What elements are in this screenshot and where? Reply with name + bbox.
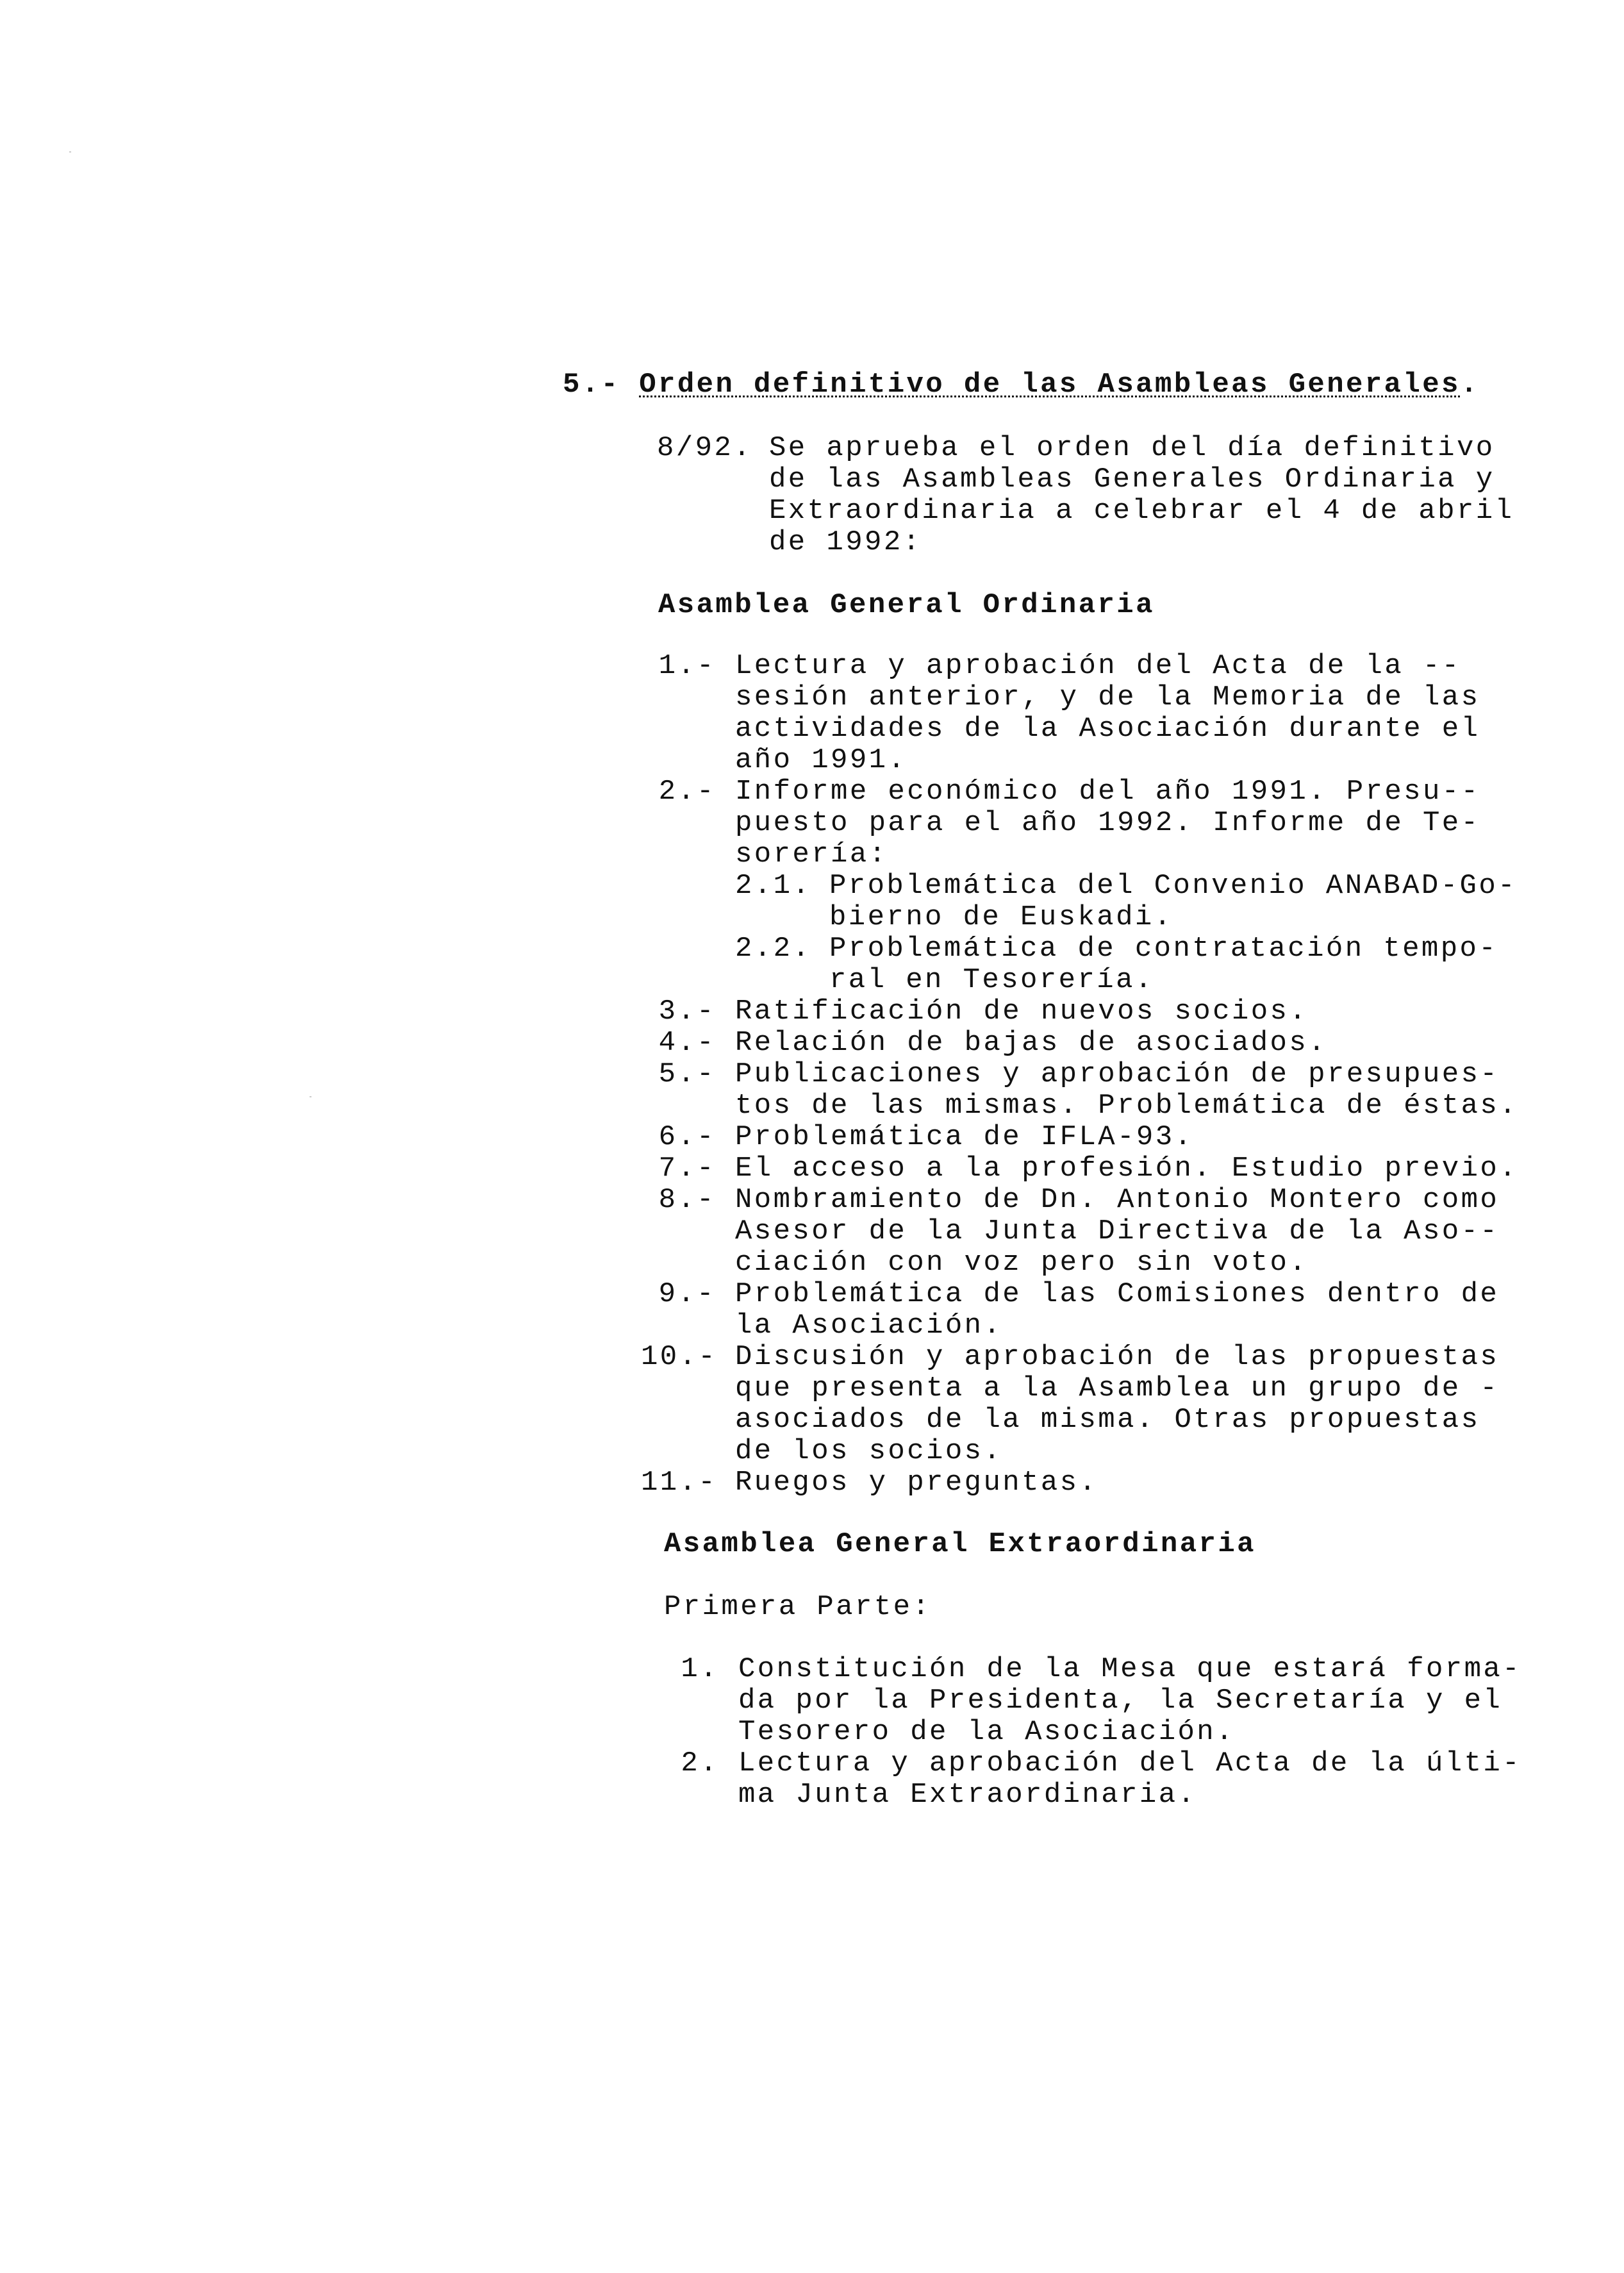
resolution <box>657 433 1514 558</box>
agenda-item <box>641 1059 1518 1122</box>
text-line: Problemática de contratación tempo- <box>829 933 1498 965</box>
section-heading <box>563 369 1480 401</box>
item-text <box>735 1185 1499 1279</box>
text-line: Extraordinaria a celebrar el 4 de abril <box>769 495 1514 527</box>
item-number: 8.- <box>658 1184 716 1216</box>
agenda-subitem <box>735 933 1517 996</box>
section-number: 5.- <box>563 369 620 401</box>
subitem-text <box>829 870 1517 933</box>
agenda-item-row <box>641 996 1518 1028</box>
text-line: de las Asambleas Generales Ordinaria y <box>769 463 1495 495</box>
text-line: Ruegos y preguntas. <box>735 1467 1098 1499</box>
item-number: 11.- <box>641 1467 718 1499</box>
item-text <box>735 1342 1499 1467</box>
extraordinaria-agenda-list <box>667 1654 1521 1811</box>
text-line: ma Junta Extraordinaria. <box>738 1779 1197 1811</box>
item-number: 3.- <box>658 995 716 1028</box>
item-number: 7.- <box>658 1153 716 1185</box>
item-number: 6.- <box>658 1121 716 1153</box>
agenda-item-row <box>641 1028 1518 1059</box>
item-text <box>738 1654 1521 1748</box>
text-line: la Asociación. <box>735 1310 1003 1342</box>
text-line: Problemática del Convenio ANABAD-Go- <box>829 870 1517 902</box>
agenda-item-row <box>641 1059 1518 1122</box>
text-line: Constitución de la Mesa que estará forma- <box>738 1653 1521 1685</box>
agenda-item-row <box>641 1122 1518 1153</box>
agenda-item <box>641 651 1518 776</box>
extraordinaria-heading: Asamblea General Extraordinaria <box>664 1528 1256 1560</box>
agenda-item-row <box>641 776 1518 996</box>
agenda-item-row <box>641 1279 1518 1342</box>
text-line: puesto para el año 1992. Informe de Te- <box>735 807 1480 839</box>
text-line: sesión anterior, y de la Memoria de las <box>735 681 1480 713</box>
text-line: Informe económico del año 1991. Presu-- <box>735 776 1480 808</box>
item-number: 2. <box>681 1747 719 1779</box>
agenda-item-row <box>641 1467 1518 1499</box>
item-text <box>735 1153 1518 1185</box>
item-text <box>735 1279 1499 1342</box>
section-title: Orden definitivo de las Asambleas Generales <box>639 369 1461 401</box>
agenda-item <box>641 1153 1518 1185</box>
item-number: 10.- <box>641 1341 718 1373</box>
agenda-item <box>641 1342 1518 1467</box>
text-line: que presenta a la Asamblea un grupo de - <box>735 1372 1500 1404</box>
agenda-item-row <box>641 1342 1518 1467</box>
text-line: Problemática de IFLA-93. <box>735 1121 1194 1153</box>
agenda-item-row <box>667 1748 1521 1811</box>
text-line: Se aprueba el orden del día definitivo <box>769 432 1495 464</box>
agenda-item <box>667 1654 1521 1748</box>
item-number: 1. <box>681 1653 719 1685</box>
ordinaria-agenda-list <box>641 651 1518 1499</box>
scan-speck <box>69 151 71 153</box>
item-number: 5.- <box>658 1058 716 1090</box>
text-line: Nombramiento de Dn. Antonio Montero como <box>735 1184 1500 1216</box>
ordinaria-heading: Asamblea General Ordinaria <box>658 589 1155 621</box>
agenda-item <box>641 1028 1518 1059</box>
text-line: El acceso a la profesión. Estudio previo. <box>735 1153 1518 1185</box>
agenda-item <box>641 776 1518 996</box>
text-line: ral en Tesorería. <box>829 964 1154 996</box>
agenda-item <box>641 1122 1518 1153</box>
agenda-item-row <box>667 1654 1521 1748</box>
agenda-item <box>641 1279 1518 1342</box>
text-line: año 1991. <box>735 744 907 776</box>
agenda-item-row <box>641 1153 1518 1185</box>
text-line: Ratificación de nuevos socios. <box>735 995 1309 1028</box>
text-line: ciación con voz pero sin voto. <box>735 1247 1309 1279</box>
item-text <box>738 1748 1521 1811</box>
item-text <box>735 651 1480 776</box>
text-line: Lectura y aprobación del Acta de la -- <box>735 650 1461 682</box>
resolution-text <box>769 433 1514 558</box>
text-line: Discusión y aprobación de las propuestas <box>735 1341 1500 1373</box>
item-number: 1.- <box>658 650 716 682</box>
text-line: actividades de la Asociación durante el <box>735 713 1480 745</box>
text-line: asociados de la misma. Otras propuestas <box>735 1404 1480 1436</box>
agenda-item <box>641 1185 1518 1279</box>
text-line: Relación de bajas de asociados. <box>735 1027 1327 1059</box>
agenda-item <box>667 1748 1521 1811</box>
subitem-number: 2.2. <box>735 933 812 965</box>
agenda-item <box>641 1467 1518 1499</box>
item-text <box>735 1467 1098 1499</box>
text-line: sorería: <box>735 838 888 870</box>
agenda-item-row <box>641 1185 1518 1279</box>
subitem-number: 2.1. <box>735 870 812 902</box>
item-text <box>735 1028 1327 1059</box>
text-line: Publicaciones y aprobación de presupues- <box>735 1058 1500 1090</box>
item-text <box>735 776 1517 996</box>
text-line: Problemática de las Comisiones dentro de <box>735 1278 1500 1310</box>
agenda-item <box>641 996 1518 1028</box>
text-line: bierno de Euskadi. <box>829 901 1173 933</box>
item-text <box>735 1122 1193 1153</box>
extraordinaria-subheading: Primera Parte: <box>664 1591 932 1623</box>
resolution-number: 8/92. <box>657 432 753 464</box>
item-text <box>735 996 1308 1028</box>
agenda-subitem <box>735 870 1517 933</box>
text-line: tos de las mismas. Problemática de éstas. <box>735 1090 1518 1122</box>
section-title-end: . <box>1460 369 1480 401</box>
subitem-text <box>829 933 1498 996</box>
text-line: de los socios. <box>735 1435 1003 1467</box>
text-line: Asesor de la Junta Directiva de la Aso-- <box>735 1215 1500 1247</box>
text-line: Lectura y aprobación del Acta de la últi- <box>738 1747 1521 1779</box>
text-line: de 1992: <box>769 526 922 558</box>
text-line: da por la Presidenta, la Secretaría y el <box>738 1685 1503 1717</box>
item-number: 4.- <box>658 1027 716 1059</box>
item-text <box>735 1059 1518 1122</box>
item-number: 9.- <box>658 1278 716 1310</box>
item-number: 2.- <box>658 776 716 808</box>
scan-speck <box>310 1096 311 1097</box>
text-line: Tesorero de la Asociación. <box>738 1716 1235 1748</box>
agenda-item-row <box>641 651 1518 776</box>
